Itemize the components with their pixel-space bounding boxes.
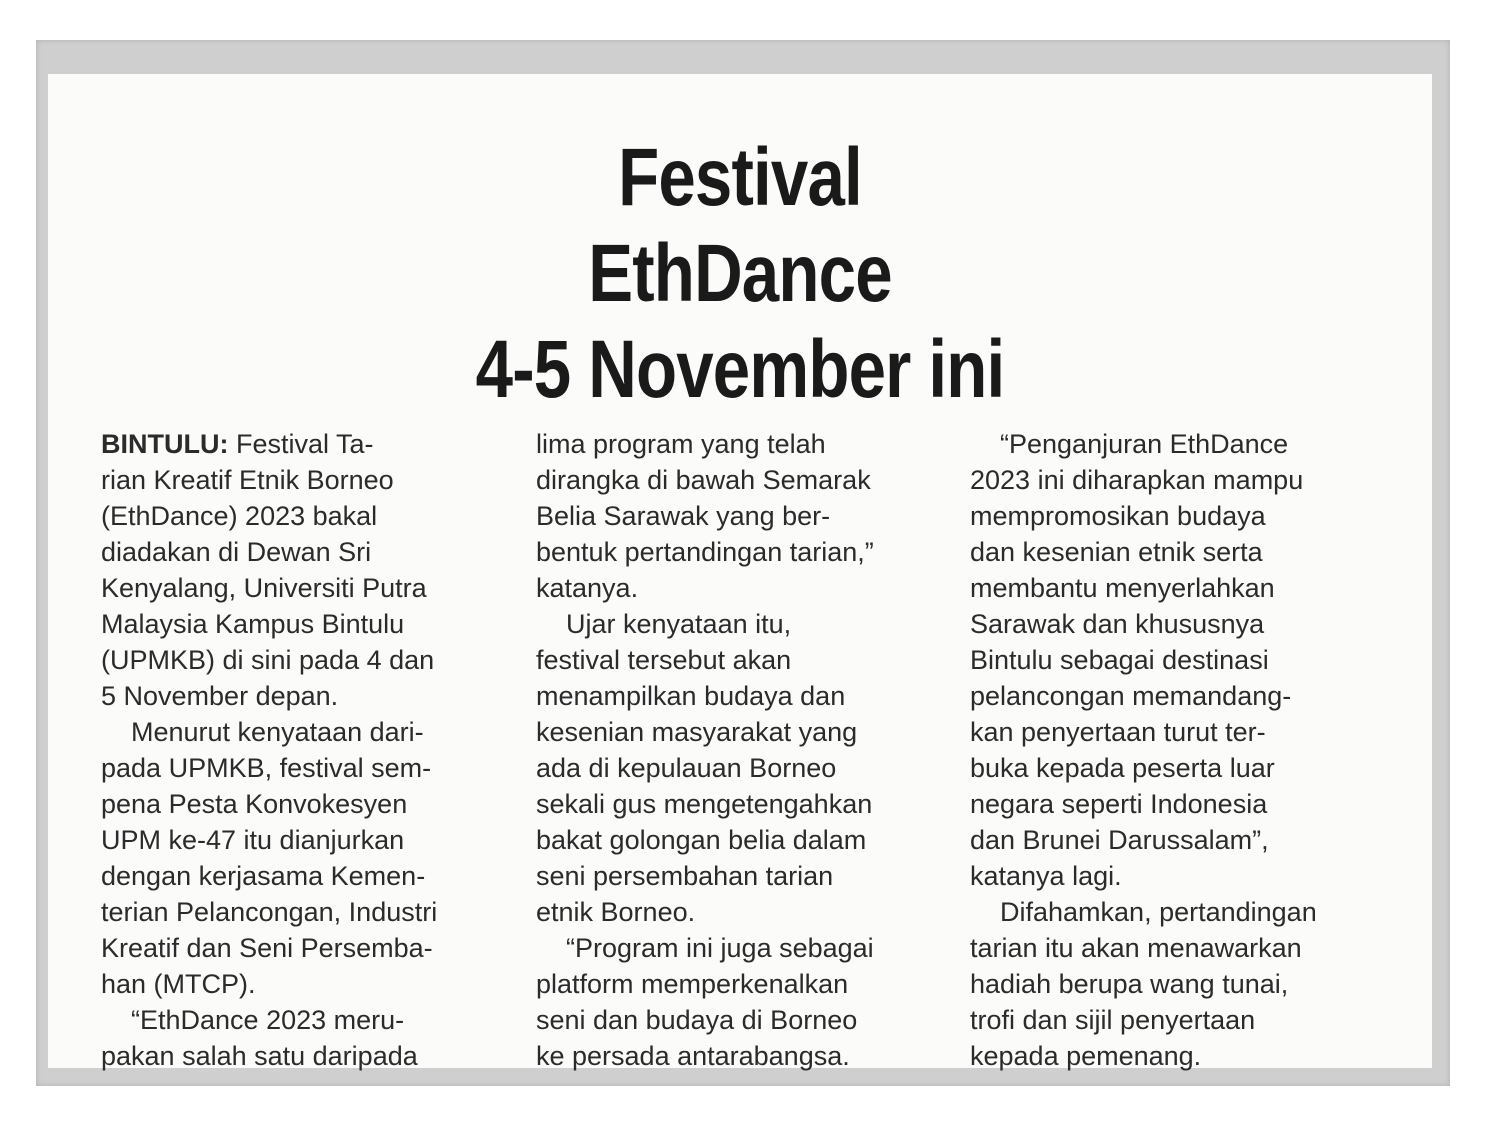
text-line: Bintulu sebagai destinasi — [970, 645, 1269, 675]
text-line: platform memperkenalkan — [536, 969, 849, 999]
headline — [48, 130, 1432, 418]
headline-line: Festival — [618, 132, 862, 223]
text-line: dirangka di bawah Semarak — [536, 465, 871, 495]
article-column-1 — [101, 426, 499, 1074]
text-line: bakat golongan belia dalam — [536, 825, 867, 855]
text-line: Ujar kenyataan itu, — [566, 609, 792, 639]
text-line: Belia Sarawak yang ber- — [536, 501, 831, 531]
text-line: (UPMKB) di sini pada 4 dan — [101, 645, 435, 675]
article-page — [48, 74, 1432, 1071]
text-line: hadiah berupa wang tunai, — [970, 969, 1289, 999]
text-line: pena Pesta Konvokesyen — [101, 789, 408, 819]
text-line-rest: Festival Ta- — [228, 429, 374, 459]
text-line: kan penyertaan turut ter- — [970, 717, 1266, 747]
text-line: 5 November depan. — [101, 681, 339, 711]
text-line: negara seperti Indonesia — [970, 789, 1268, 819]
article-column-3 — [970, 426, 1368, 1074]
text-line: katanya. — [536, 573, 639, 603]
text-line: rian Kreatif Etnik Borneo — [101, 465, 394, 495]
text-line: seni dan budaya di Borneo — [536, 1005, 858, 1035]
text-line: dengan kerjasama Kemen- — [101, 861, 426, 891]
headline-line: EthDance — [588, 228, 892, 319]
text-line: “Penganjuran EthDance — [1000, 429, 1289, 459]
text-line: terian Pelancongan, Industri — [101, 897, 438, 927]
text-line: lima program yang telah — [536, 429, 826, 459]
text-line: dan Brunei Darussalam”, — [970, 825, 1269, 855]
text-line: UPM ke-47 itu dianjurkan — [101, 825, 405, 855]
text-line: (EthDance) 2023 bakal — [101, 501, 378, 531]
text-line: seni persembahan tarian — [536, 861, 834, 891]
text-line: katanya lagi. — [970, 861, 1122, 891]
text-line: ada di kepulauan Borneo — [536, 753, 837, 783]
text-line: trofi dan sijil penyertaan — [970, 1005, 1256, 1035]
text-line: Malaysia Kampus Bintulu — [101, 609, 405, 639]
text-line: ke persada antarabangsa. — [536, 1041, 850, 1071]
text-line: etnik Borneo. — [536, 897, 696, 927]
text-line: sekali gus mengetengahkan — [536, 789, 873, 819]
text-line: mempromosikan budaya — [970, 501, 1266, 531]
text-line: “EthDance 2023 meru- — [131, 1005, 405, 1035]
text-line: pelancongan memandang- — [970, 681, 1292, 711]
text-line: diadakan di Dewan Sri — [101, 537, 372, 567]
text-line: pakan salah satu daripada — [101, 1041, 418, 1071]
text-line: 2023 ini diharapkan mampu — [970, 465, 1304, 495]
text-line: han (MTCP). — [101, 969, 256, 999]
newspaper-clipping — [36, 40, 1450, 1086]
text-line: kesenian masyarakat yang — [536, 717, 858, 747]
text-line: bentuk pertandingan tarian,” — [536, 537, 874, 567]
text-line: festival tersebut akan — [536, 645, 792, 675]
dateline: BINTULU: — [101, 429, 229, 459]
headline-line: 4-5 November ini — [475, 324, 1005, 415]
text-line — [101, 426, 499, 462]
text-line: Menurut kenyataan dari- — [131, 717, 424, 747]
text-line: dan kesenian etnik serta — [970, 537, 1263, 567]
text-line: menampilkan budaya dan — [536, 681, 846, 711]
text-line: tarian itu akan menawarkan — [970, 933, 1302, 963]
text-line: Sarawak dan khususnya — [970, 609, 1265, 639]
text-line: pada UPMKB, festival sem- — [101, 753, 432, 783]
text-line: Difahamkan, pertandingan — [1000, 897, 1317, 927]
text-line: kepada pemenang. — [970, 1041, 1202, 1071]
text-line: “Program ini juga sebagai — [566, 933, 874, 963]
text-line: buka kepada peserta luar — [970, 753, 1275, 783]
article-column-2 — [536, 426, 934, 1074]
text-line: membantu menyerlahkan — [970, 573, 1275, 603]
text-line: Kreatif dan Seni Persemba- — [101, 933, 433, 963]
text-line: Kenyalang, Universiti Putra — [101, 573, 427, 603]
